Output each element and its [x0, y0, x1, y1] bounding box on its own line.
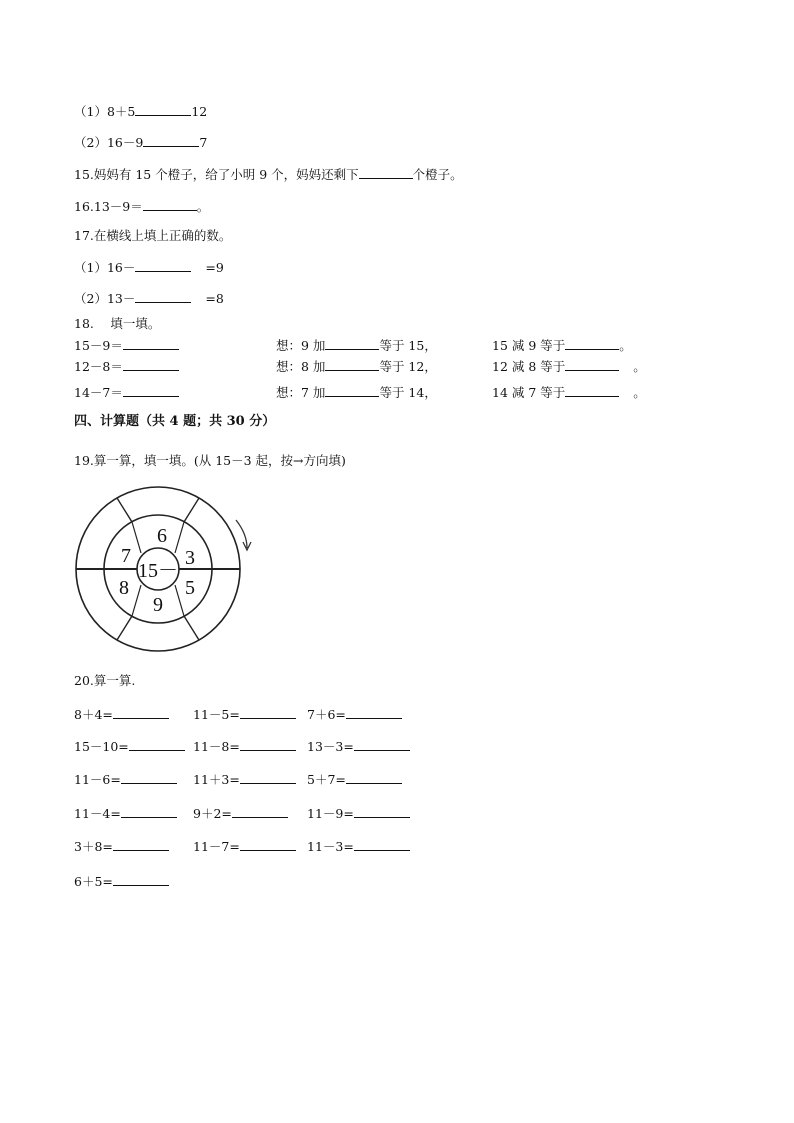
- wheel-number: 8: [119, 577, 129, 599]
- q15-line: [74, 166, 463, 183]
- q17-item-2-prefix: （2）13－: [74, 291, 136, 306]
- q14-item-2-prefix: （2）16－9: [74, 135, 144, 150]
- calc-item: [193, 738, 296, 755]
- think-text: 等于 14，: [379, 385, 437, 400]
- calc-item: [307, 706, 402, 723]
- sub-text: 15 减 9 等于: [492, 338, 566, 353]
- sub-text: 。: [633, 359, 646, 374]
- calc-expression: 7＋6=: [307, 707, 346, 722]
- inner-spoke-line: [175, 522, 184, 553]
- answer-blank[interactable]: [113, 706, 169, 719]
- sub-text: 。: [619, 338, 632, 353]
- calc-expression: 11－6=: [74, 772, 121, 787]
- answer-blank[interactable]: [121, 771, 177, 784]
- answer-blank[interactable]: [325, 358, 379, 371]
- think-text: 想：7 加: [276, 385, 326, 400]
- calc-expression: 11－3=: [307, 839, 354, 854]
- q14-item-1-suffix: 12: [191, 104, 208, 119]
- q14-item-1-prefix: （1）8＋5: [74, 104, 136, 119]
- calc-item: [307, 738, 410, 755]
- answer-blank[interactable]: [354, 805, 410, 818]
- answer-blank[interactable]: [143, 134, 199, 147]
- answer-blank[interactable]: [123, 337, 179, 350]
- q18-row-2-sub: [492, 358, 646, 375]
- calc-item: [74, 838, 169, 855]
- q18-title: 18. 填一填。: [74, 316, 161, 331]
- answer-blank[interactable]: [346, 706, 402, 719]
- calc-item: [193, 706, 296, 723]
- inner-spoke-line: [132, 522, 141, 553]
- calc-item: [307, 838, 410, 855]
- q17-item-1-suffix: =9: [205, 260, 224, 275]
- answer-blank[interactable]: [325, 337, 379, 350]
- calc-expression: 11－9=: [307, 806, 354, 821]
- answer-blank[interactable]: [354, 838, 410, 851]
- equation: 15－9＝: [74, 338, 123, 353]
- answer-blank[interactable]: [354, 738, 410, 751]
- wheel-number: 5: [185, 577, 195, 599]
- calc-expression: 6＋5=: [74, 874, 113, 889]
- answer-blank[interactable]: [565, 337, 619, 350]
- q20-title: 20.算一算.: [74, 673, 136, 688]
- answer-blank[interactable]: [113, 873, 169, 886]
- calc-item: [74, 738, 185, 755]
- spoke-line: [117, 498, 132, 522]
- calc-expression: 5＋7=: [307, 772, 346, 787]
- q16-suffix: 。: [196, 199, 210, 214]
- calc-expression: 11－7=: [193, 839, 240, 854]
- answer-blank[interactable]: [240, 771, 296, 784]
- calc-item: [307, 805, 410, 822]
- calc-item: [193, 838, 296, 855]
- calc-expression: 11－4=: [74, 806, 121, 821]
- calc-item: [74, 805, 177, 822]
- answer-blank[interactable]: [143, 198, 197, 211]
- calc-expression: 15－10=: [74, 739, 129, 754]
- answer-blank[interactable]: [135, 259, 191, 272]
- sub-text: 。: [633, 385, 646, 400]
- wheel-number: 3: [185, 547, 195, 569]
- number-wheel-diagram: [72, 482, 254, 656]
- calc-expression: 8＋4=: [74, 707, 113, 722]
- q18-row-3-sub: [492, 384, 646, 401]
- q15-prefix: 15.妈妈有 15 个橙子，给了小明 9 个，妈妈还剩下: [74, 167, 359, 182]
- calc-expression: 3＋8=: [74, 839, 113, 854]
- answer-blank[interactable]: [123, 358, 179, 371]
- calc-expression: 11－8=: [193, 739, 240, 754]
- q18-row-1-eq: [74, 337, 179, 354]
- calc-item: [193, 805, 288, 822]
- think-text: 想：8 加: [276, 359, 326, 374]
- q19-title: 19.算一算，填一填。(从 15－3 起，按→方向填): [74, 453, 346, 468]
- equation: 12－8＝: [74, 359, 123, 374]
- answer-blank[interactable]: [135, 290, 191, 303]
- q17-title: 17.在横线上填上正确的数。: [74, 228, 232, 243]
- calc-expression: 11－5=: [193, 707, 240, 722]
- calc-expression: 11＋3=: [193, 772, 240, 787]
- wheel-number: 9: [153, 594, 163, 616]
- q14-item-2-suffix: 7: [199, 135, 208, 150]
- answer-blank[interactable]: [121, 805, 177, 818]
- calc-item: [74, 771, 177, 788]
- answer-blank[interactable]: [135, 103, 191, 116]
- q16-prefix: 16.13－9＝: [74, 199, 143, 214]
- q18-row-3-eq: [74, 384, 179, 401]
- sub-text: 12 减 8 等于: [492, 359, 566, 374]
- answer-blank[interactable]: [325, 384, 379, 397]
- spoke-line: [184, 498, 199, 522]
- inner-spoke-line: [132, 585, 141, 616]
- answer-blank[interactable]: [240, 738, 296, 751]
- q16-line: [74, 198, 209, 215]
- q14-item-2: [74, 134, 207, 151]
- q18-row-2-think: [276, 358, 437, 375]
- calc-item: [74, 873, 169, 890]
- calc-item: [74, 706, 169, 723]
- answer-blank[interactable]: [129, 738, 185, 751]
- answer-blank[interactable]: [565, 358, 619, 371]
- q17-item-1-prefix: （1）16－: [74, 260, 136, 275]
- wheel-number: 7: [121, 545, 131, 567]
- q17-item-1: [74, 259, 224, 276]
- answer-blank[interactable]: [113, 838, 169, 851]
- q17-item-2-suffix: =8: [205, 291, 224, 306]
- sub-text: 14 减 7 等于: [492, 385, 566, 400]
- think-text: 等于 15，: [379, 338, 437, 353]
- answer-blank[interactable]: [565, 384, 619, 397]
- calc-expression: 9＋2=: [193, 806, 232, 821]
- think-text: 想：9 加: [276, 338, 326, 353]
- wheel-number: 6: [157, 525, 167, 547]
- calc-item: [193, 771, 296, 788]
- q18-row-2-eq: [74, 358, 179, 375]
- q15-suffix: 个橙子。: [412, 167, 463, 182]
- think-text: 等于 12，: [379, 359, 437, 374]
- q17-item-2: [74, 290, 224, 307]
- answer-blank[interactable]: [123, 384, 179, 397]
- q14-item-1: [74, 103, 207, 120]
- q18-row-1-think: [276, 337, 437, 354]
- equation: 14－7＝: [74, 385, 123, 400]
- wheel-center-label: 15－: [138, 560, 178, 582]
- answer-blank[interactable]: [240, 838, 296, 851]
- inner-spoke-line: [175, 585, 184, 616]
- q18-row-3-think: [276, 384, 437, 401]
- spoke-line: [117, 616, 132, 640]
- clockwise-arrow-icon: [236, 520, 251, 550]
- q18-row-1-sub: [492, 337, 632, 354]
- answer-blank[interactable]: [346, 771, 402, 784]
- section-heading: 四、计算题（共 4 题；共 30 分）: [74, 414, 276, 429]
- calc-expression: 13－3=: [307, 739, 354, 754]
- answer-blank[interactable]: [240, 706, 296, 719]
- calc-item: [307, 771, 402, 788]
- answer-blank[interactable]: [232, 805, 288, 818]
- spoke-line: [184, 616, 199, 640]
- answer-blank[interactable]: [359, 166, 413, 179]
